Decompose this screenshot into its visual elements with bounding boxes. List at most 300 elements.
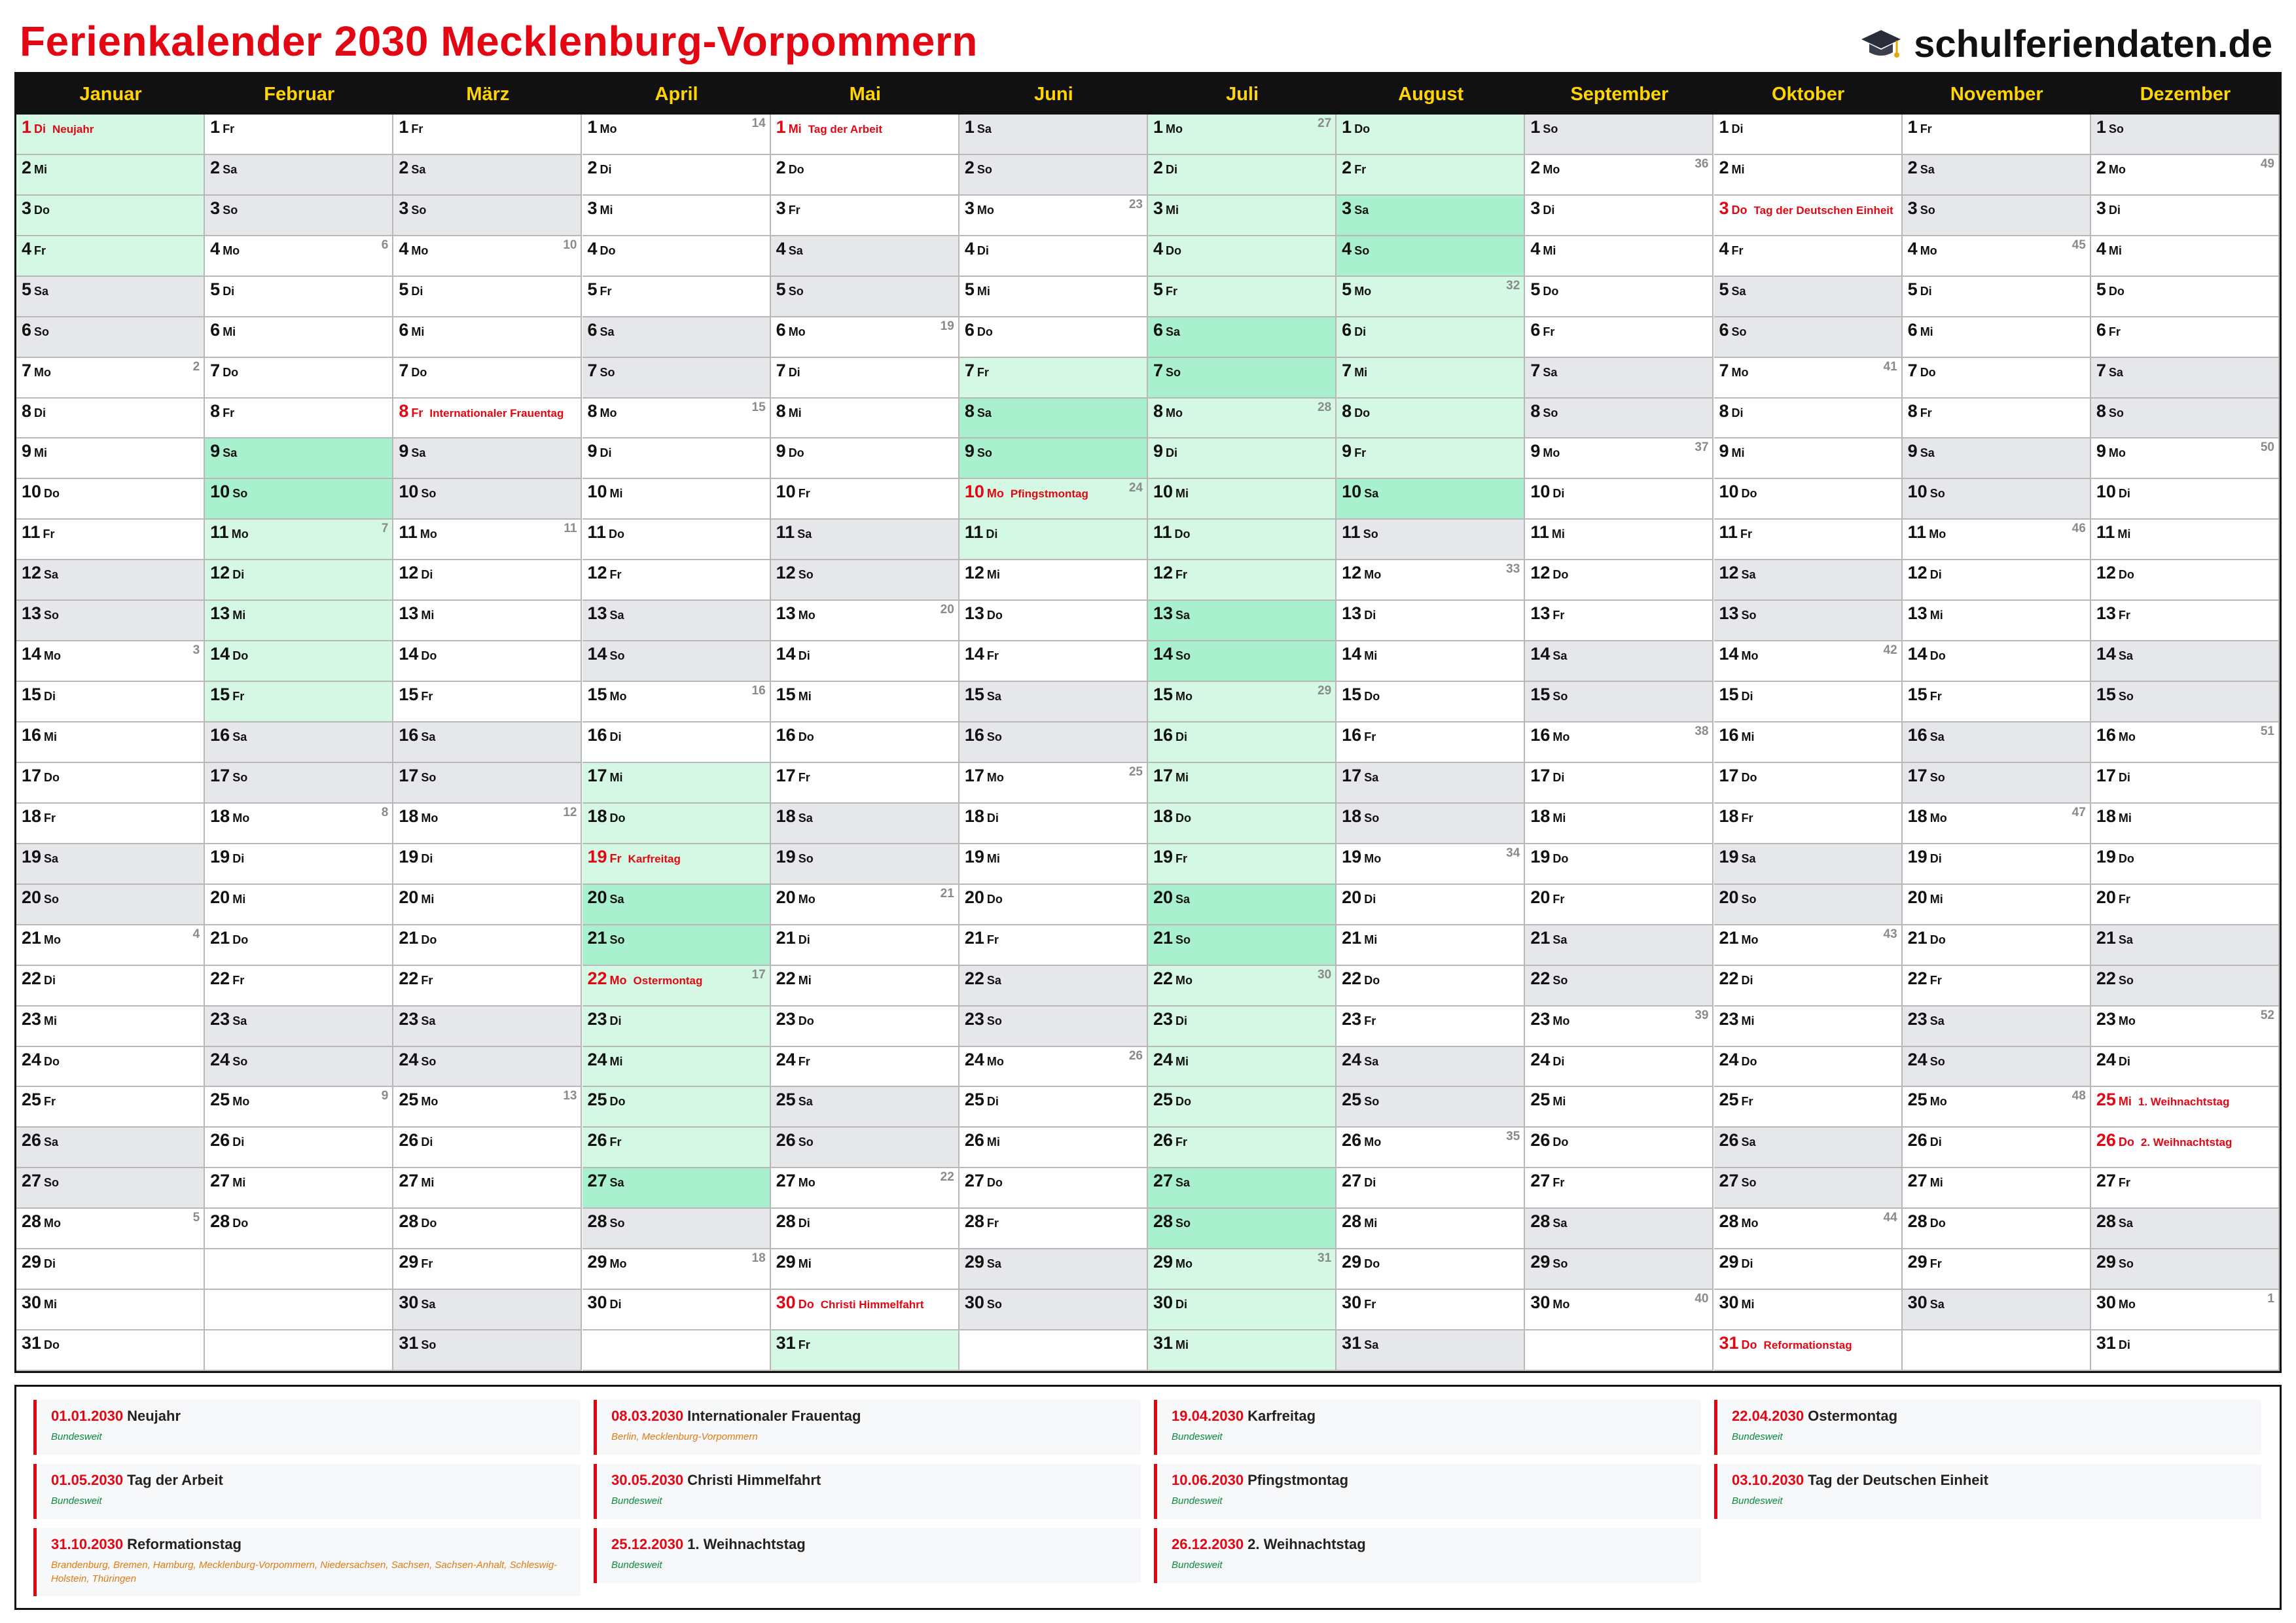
day-cell	[960, 601, 1148, 641]
day-cell	[771, 155, 960, 196]
weekday-label: Di	[1741, 973, 1753, 987]
day-cell	[1525, 358, 1713, 399]
legend-holiday-region: Bundesweit	[611, 1495, 662, 1507]
month-header: Februar	[264, 84, 335, 105]
day-cell	[393, 317, 582, 358]
day-number: 22 Fr	[210, 968, 245, 988]
weekday-label: Mo	[1552, 730, 1570, 744]
weekday-label: Mo	[977, 203, 994, 217]
day-number: 5 Fr	[1153, 279, 1178, 299]
day-number: 26 Fr	[1153, 1130, 1188, 1150]
weekday-label: Di	[600, 446, 612, 460]
day-number: 18 Fr	[22, 806, 56, 826]
holiday-name: 2. Weihnachtstag	[2140, 1136, 2233, 1149]
weekday-label: Fr	[1364, 730, 1376, 744]
day-number: 4 Di	[964, 238, 989, 259]
day-number: 7 Mo	[22, 360, 52, 380]
day-cell	[1336, 925, 1525, 966]
week-number: 20	[940, 603, 954, 617]
day-number: 24 So	[399, 1049, 437, 1069]
day-number: 20 Do	[964, 887, 1003, 907]
holiday-name: Ostermontag	[633, 974, 703, 987]
day-number: 6 So	[22, 319, 50, 340]
day-number: 10 So	[210, 482, 248, 502]
day-number: 4 Mi	[2096, 238, 2122, 259]
weekday-label: So	[609, 649, 625, 663]
week-number: 28	[1318, 400, 1332, 414]
day-cell	[1903, 277, 2091, 317]
weekday-label: So	[977, 162, 992, 176]
day-cell	[960, 560, 1148, 601]
weekday-label: So	[798, 568, 814, 582]
day-number: 20 So	[22, 887, 60, 907]
weekday-label: Sa	[798, 1095, 813, 1109]
weekday-label: Sa	[1929, 1298, 1945, 1311]
day-cell	[393, 236, 582, 277]
day-number: 26 Sa	[22, 1130, 59, 1150]
day-cell	[1525, 236, 1713, 277]
weekday-label: Mi	[1731, 446, 1745, 460]
day-cell	[16, 844, 205, 885]
weekday-label: So	[2118, 1257, 2134, 1271]
day-cell	[1903, 722, 2091, 763]
weekday-label: Di	[34, 406, 46, 419]
day-cell	[2091, 925, 2280, 966]
day-number: 29 Di	[22, 1252, 56, 1272]
weekday-label: Mi	[232, 892, 246, 906]
day-cell	[960, 358, 1148, 399]
day-number: 3 Mi	[1153, 198, 1179, 218]
day-number: 15 Mo	[1153, 685, 1193, 705]
day-number: 2 Sa	[1907, 157, 1935, 177]
weekday-label: Mi	[421, 1176, 435, 1190]
day-cell	[1336, 399, 1525, 439]
day-number: 4 Mo	[399, 238, 429, 259]
weekday-label: Fr	[2118, 609, 2130, 622]
weekday-label: So	[421, 1338, 437, 1352]
day-number: 19 Di	[210, 846, 245, 866]
day-cell	[393, 804, 582, 844]
day-number: 5 Do	[1530, 279, 1559, 299]
day-number: 12 Di	[1907, 563, 1942, 583]
day-number: 29 Mo	[587, 1252, 627, 1272]
day-cell	[393, 560, 582, 601]
day-cell	[1148, 641, 1336, 682]
day-cell	[16, 358, 205, 399]
weekday-label: Fr	[609, 851, 622, 865]
day-cell	[1148, 1168, 1336, 1209]
month-header: Januar	[79, 84, 142, 105]
weekday-label: Mi	[1920, 325, 1933, 338]
day-number: 1 Fr	[399, 117, 423, 137]
weekday-label: Sa	[421, 1014, 436, 1027]
day-cell	[1903, 1290, 2091, 1330]
weekday-label: Mi	[1929, 609, 1943, 622]
day-number: 28 Mo	[22, 1211, 62, 1232]
weekday-label: Sa	[223, 446, 238, 460]
weekday-label: Mi	[1364, 649, 1378, 663]
page-header	[14, 8, 2279, 73]
weekday-label: So	[1731, 325, 1747, 338]
weekday-label: Sa	[232, 1014, 247, 1027]
day-number: 6 Mi	[399, 319, 425, 340]
weekday-label: Mo	[2118, 730, 2136, 744]
day-number: 28 So	[587, 1211, 625, 1232]
day-number: 16 Sa	[1907, 725, 1945, 745]
day-number: 3 Di	[1530, 198, 1555, 218]
day-number: 15 Di	[22, 685, 56, 705]
day-cell	[2091, 277, 2280, 317]
weekday-label: So	[977, 446, 992, 460]
day-number: 13 Mi	[210, 603, 246, 624]
weekday-label: Di	[798, 1217, 810, 1230]
weekday-label: So	[2108, 406, 2124, 419]
day-cell	[1525, 1209, 1713, 1249]
day-cell	[1525, 641, 1713, 682]
day-number: 28 Di	[776, 1211, 810, 1232]
weekday-label: Fr	[1741, 811, 1753, 825]
day-cell	[1525, 966, 1713, 1007]
legend-holiday-item	[594, 1464, 1141, 1519]
weekday-label: Do	[44, 487, 60, 501]
day-cell	[205, 155, 393, 196]
day-number: 8 So	[1530, 401, 1558, 421]
weekday-label: Mo	[1364, 851, 1382, 865]
day-number: 14 Mi	[1342, 644, 1378, 664]
weekday-label: Fr	[1929, 1257, 1942, 1271]
day-cell	[1336, 1249, 1525, 1290]
day-number: 16 Sa	[210, 725, 247, 745]
weekday-label: Sa	[1920, 446, 1935, 460]
weekday-label: Mo	[1552, 1014, 1570, 1027]
weekday-label: Fr	[986, 1217, 999, 1230]
week-number: 35	[1506, 1130, 1520, 1144]
day-number: 13 So	[22, 603, 60, 624]
day-number: 24 Do	[1719, 1049, 1757, 1069]
day-cell	[16, 601, 205, 641]
day-number: 14 Do	[210, 644, 249, 664]
day-cell	[1148, 520, 1336, 560]
day-cell	[205, 317, 393, 358]
day-number: 17 Fr	[776, 765, 810, 785]
day-cell	[1148, 682, 1336, 722]
day-cell	[1903, 1087, 2091, 1128]
day-number: 29 Do	[1342, 1252, 1380, 1272]
day-number: 1 Fr	[210, 117, 235, 137]
holiday-legend	[14, 1385, 2282, 1610]
day-number: 4 Fr	[1719, 238, 1744, 259]
day-cell	[1525, 722, 1713, 763]
day-number: 8 Fr Internationaler Frauentag	[399, 401, 564, 421]
weekday-label: So	[411, 203, 427, 217]
day-cell	[2091, 885, 2280, 925]
day-number: 10 Mi	[1153, 482, 1189, 502]
weekday-label: Mo	[1741, 933, 1759, 946]
brand[interactable]	[1860, 22, 2272, 66]
weekday-label: Mi	[2117, 527, 2131, 541]
day-number: 9 Mi	[1719, 441, 1745, 461]
day-number: 5 Do	[2096, 279, 2125, 299]
weekday-label: Fr	[986, 933, 999, 946]
day-cell	[1148, 1330, 1336, 1371]
weekday-label: So	[986, 1014, 1002, 1027]
weekday-label: Sa	[223, 162, 238, 176]
day-cell	[771, 1128, 960, 1168]
day-number: 2 Mo	[2096, 157, 2126, 177]
day-number: 8 Do	[1342, 401, 1371, 421]
day-cell	[1714, 560, 1903, 601]
day-cell	[393, 1209, 582, 1249]
holiday-name: Pfingstmontag	[1010, 488, 1088, 501]
day-cell	[2091, 1047, 2280, 1088]
legend-holiday-date: 10.06.2030	[1172, 1472, 1244, 1488]
day-cell	[1714, 1007, 1903, 1047]
weekday-label: So	[1929, 1054, 1945, 1068]
day-cell	[2091, 1087, 2280, 1128]
brand-name: schulferiendaten.de	[1914, 23, 2272, 65]
legend-holiday-region: Brandenburg, Bremen, Hamburg, Mecklenburg-Vorpommern, Niedersachsen, Sachsen, Sachsen-Anhalt, Schleswig-Holstein, Thüringen	[51, 1560, 558, 1584]
weekday-label: Sa	[600, 325, 615, 338]
holiday-name: Tag der Arbeit	[808, 123, 883, 135]
weekday-label: Mi	[798, 690, 812, 704]
day-cell	[2091, 1330, 2280, 1371]
day-number: 21 Sa	[1530, 927, 1568, 948]
week-number: 33	[1506, 562, 1520, 577]
day-number: 2 Mo	[1530, 157, 1560, 177]
day-number: 12 Do	[1530, 563, 1569, 583]
day-number: 29 Fr	[399, 1252, 433, 1272]
day-cell	[1525, 804, 1713, 844]
weekday-label: Do	[798, 1014, 814, 1027]
weekday-label: Do	[1174, 527, 1191, 541]
day-number: 23 Mo	[1530, 1008, 1570, 1029]
day-number: 6 Sa	[587, 319, 615, 340]
weekday-label: Do	[1741, 1338, 1757, 1352]
day-number: 18 Mi	[1530, 806, 1566, 826]
day-number: 15 Mo	[587, 685, 627, 705]
day-cell	[1903, 682, 2091, 722]
weekday-label: Do	[34, 203, 50, 217]
week-number: 34	[1506, 846, 1520, 860]
day-cell	[1903, 601, 2091, 641]
weekday-label: Sa	[411, 162, 426, 176]
weekday-label: Fr	[1175, 568, 1188, 582]
day-cell	[205, 1209, 393, 1249]
day-cell	[583, 804, 771, 844]
weekday-label: Do	[411, 365, 427, 379]
weekday-label: Do	[1552, 568, 1569, 582]
weekday-label: Mi	[1929, 1176, 1943, 1190]
day-number: 11 Fr	[22, 522, 55, 543]
day-number: 22 So	[2096, 968, 2134, 988]
day-number: 22 Fr	[1907, 968, 1942, 988]
holiday-name: Neujahr	[52, 123, 94, 135]
day-number: 7 Di	[776, 360, 800, 380]
day-cell	[771, 641, 960, 682]
weekday-label: Mi	[1551, 527, 1565, 541]
day-number: 9 Fr	[1342, 441, 1367, 461]
weekday-label: Do	[1364, 973, 1380, 987]
weekday-label: Sa	[1552, 1217, 1568, 1230]
weekday-label: Fr	[43, 527, 55, 541]
day-number: 31 Mi	[1153, 1333, 1189, 1353]
day-number: 6 Di	[1342, 319, 1367, 340]
day-cell	[771, 479, 960, 520]
day-cell	[1148, 1249, 1336, 1290]
week-number: 40	[1695, 1292, 1709, 1306]
day-cell	[2091, 722, 2280, 763]
weekday-label: Mo	[798, 609, 816, 622]
day-number: 27 So	[1719, 1171, 1757, 1191]
weekday-label: So	[1552, 1257, 1568, 1271]
day-number: 28 So	[1153, 1211, 1191, 1232]
day-cell	[1714, 1168, 1903, 1209]
weekday-label: Do	[1741, 770, 1757, 784]
weekday-label: Sa	[232, 730, 247, 744]
day-number: 18 Do	[587, 806, 626, 826]
holiday-name: 1. Weihnachtstag	[2138, 1096, 2230, 1109]
weekday-label: Sa	[1543, 365, 1558, 379]
day-number: 9 Do	[776, 441, 804, 461]
day-number: 8 Mo	[1153, 401, 1183, 421]
weekday-label: So	[232, 770, 248, 784]
weekday-label: Do	[1741, 487, 1757, 501]
weekday-label: Fr	[223, 122, 235, 135]
day-number: 31 So	[399, 1333, 437, 1353]
day-number: 30 Do Christi Himmelfahrt	[776, 1293, 924, 1313]
legend-holiday-name: Tag der Arbeit	[127, 1472, 223, 1488]
day-number: 25 Do	[1153, 1090, 1192, 1110]
weekday-label: Sa	[609, 609, 624, 622]
day-number: 30 Mo	[2096, 1293, 2136, 1313]
week-number: 39	[1695, 1008, 1709, 1022]
day-number: 11 Fr	[1719, 522, 1753, 543]
day-cell	[393, 682, 582, 722]
weekday-label: Sa	[2118, 933, 2133, 946]
day-number: 1 So	[1530, 117, 1558, 137]
day-cell	[2091, 1007, 2280, 1047]
weekday-label: Di	[986, 527, 998, 541]
legend-holiday-date: 25.12.2030	[611, 1536, 684, 1552]
weekday-label: So	[1741, 892, 1757, 906]
day-cell	[16, 1290, 205, 1330]
day-cell	[1903, 317, 2091, 358]
day-cell	[1903, 155, 2091, 196]
day-number: 26 Di	[1907, 1130, 1942, 1150]
weekday-label: Sa	[986, 973, 1001, 987]
day-cell	[1148, 358, 1336, 399]
weekday-label: Di	[1364, 609, 1376, 622]
day-cell	[1148, 317, 1336, 358]
day-cell	[771, 722, 960, 763]
weekday-label: Mo	[986, 1054, 1004, 1068]
day-number: 7 So	[1153, 360, 1181, 380]
legend-holiday-name: Karfreitag	[1247, 1408, 1316, 1424]
day-number: 20 Fr	[2096, 887, 2130, 907]
day-cell	[1525, 682, 1713, 722]
day-cell	[16, 520, 205, 560]
day-number: 21 So	[587, 927, 625, 948]
day-number: 18 Mo	[210, 806, 250, 826]
day-number: 10 Fr	[776, 482, 810, 502]
week-number: 12	[563, 805, 577, 819]
day-cell	[393, 1128, 582, 1168]
day-cell	[2091, 358, 2280, 399]
day-number: 29 So	[2096, 1252, 2134, 1272]
day-number: 13 Do	[964, 603, 1003, 624]
weekday-label: Sa	[421, 1298, 436, 1311]
day-number: 19 Do	[1530, 846, 1569, 866]
day-number: 28 Do	[1907, 1211, 1946, 1232]
weekday-label: So	[2118, 690, 2134, 704]
empty-day-cell	[1903, 1330, 2091, 1371]
day-number: 27 Fr	[1530, 1171, 1565, 1191]
day-number: 21 Sa	[2096, 927, 2133, 948]
weekday-label: Mi	[1929, 892, 1943, 906]
day-cell	[205, 196, 393, 236]
weekday-label: Do	[1552, 1135, 1569, 1149]
day-number: 26 Do 2. Weihnachtstag	[2096, 1130, 2233, 1150]
weekday-label: Do	[1364, 690, 1380, 704]
weekday-label: Di	[1731, 122, 1744, 135]
week-number: 36	[1695, 156, 1709, 171]
day-number: 3 So	[1907, 198, 1935, 218]
legend-holiday-date: 26.12.2030	[1172, 1536, 1244, 1552]
day-number: 24 Di	[1530, 1049, 1565, 1069]
legend-holiday-region: Bundesweit	[51, 1431, 102, 1442]
day-cell	[205, 966, 393, 1007]
day-cell	[960, 1249, 1148, 1290]
weekday-label: Mo	[1741, 1217, 1759, 1230]
day-cell	[393, 763, 582, 804]
day-cell	[771, 277, 960, 317]
day-cell	[960, 1128, 1148, 1168]
holiday-name: Tag der Deutschen Einheit	[1753, 204, 1893, 217]
day-number: 21 Mo	[22, 927, 62, 948]
weekday-label: So	[421, 770, 437, 784]
day-cell	[16, 236, 205, 277]
day-number: 7 Do	[399, 360, 427, 380]
weekday-label: Mo	[232, 1095, 250, 1109]
legend-holiday-region: Bundesweit	[51, 1495, 102, 1507]
day-number: 1 Mi Tag der Arbeit	[776, 117, 883, 137]
day-cell	[2091, 682, 2280, 722]
day-cell	[583, 925, 771, 966]
day-number: 7 Sa	[2096, 360, 2123, 380]
weekday-label: Mi	[798, 973, 812, 987]
weekday-label: So	[34, 325, 50, 338]
weekday-label: Mo	[223, 243, 240, 257]
day-number: 30 Sa	[1907, 1293, 1945, 1313]
day-cell	[1714, 317, 1903, 358]
day-cell	[771, 115, 960, 155]
day-number: 8 Fr	[210, 401, 235, 421]
day-cell	[1903, 1047, 2091, 1088]
legend-holiday-region: Bundesweit	[1732, 1495, 1783, 1507]
weekday-label: Di	[1166, 446, 1178, 460]
weekday-label: Di	[421, 568, 433, 582]
day-cell	[1525, 277, 1713, 317]
day-cell	[1525, 1128, 1713, 1168]
day-cell	[1336, 115, 1525, 155]
weekday-label: Do	[1175, 811, 1192, 825]
weekday-label: Sa	[2118, 1217, 2133, 1230]
month-header: April	[655, 84, 698, 105]
day-number: 8 Mi	[776, 401, 802, 421]
day-number: 13 Mo	[776, 603, 816, 624]
day-cell	[2091, 844, 2280, 885]
weekday-label: So	[788, 284, 804, 298]
